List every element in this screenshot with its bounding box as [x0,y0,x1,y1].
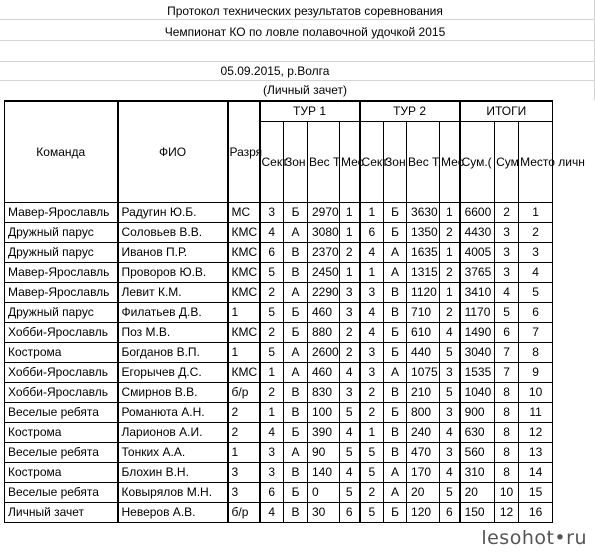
sum-weight-cell: 4005 [460,243,495,263]
rank-cell: б/р [228,503,260,523]
table-row [5,343,553,363]
table-row [5,383,553,403]
zone1-cell: А [284,283,308,303]
personal-place-cell: 1 [519,203,553,223]
place1-cell: 3 [340,283,360,303]
rank-cell: 2 [228,403,260,423]
personal-place-cell: 9 [519,363,553,383]
sum-places-cell: 5 [495,303,519,323]
name-cell: Проворов Ю.В. [118,263,228,283]
col-sum-places: Сум [495,122,519,203]
place1-cell: 3 [340,383,360,403]
table-row [5,443,553,463]
rank-cell: КМС [228,283,260,303]
place1-cell: 2 [340,323,360,343]
sum-weight-cell: 20 [460,483,495,503]
name-cell: Неверов А.В. [118,503,228,523]
sum-weight-cell: 560 [460,443,495,463]
place2-cell: 3 [440,403,460,423]
sector2-cell: 4 [360,303,384,323]
sector1-cell: 3 [260,443,284,463]
sector2-cell: 3 [360,283,384,303]
team-cell: Личный зачет [5,503,118,523]
sector1-cell: 4 [260,223,284,243]
sector1-cell: 5 [260,343,284,363]
weight1-cell: 2450 [308,263,340,283]
zone1-cell: Б [284,423,308,443]
zone2-cell: В [384,283,407,303]
zone1-cell: Б [284,323,308,343]
sum-places-cell: 2 [495,203,519,223]
table-row [5,303,553,323]
sum-places-cell: 6 [495,323,519,343]
zone2-cell: А [384,463,407,483]
weight1-cell: 2600 [308,343,340,363]
zone1-cell: А [284,223,308,243]
rank-cell: 1 [228,303,260,323]
personal-place-cell: 10 [519,383,553,403]
name-cell: Ларионов А.И. [118,423,228,443]
personal-place-cell: 13 [519,443,553,463]
table-row [5,403,553,423]
weight1-cell: 460 [308,303,340,323]
sector1-cell: 4 [260,503,284,523]
place1-cell: 1 [340,223,360,243]
place2-cell: 4 [440,423,460,443]
sum-weight-cell: 3765 [460,263,495,283]
personal-place-cell: 7 [519,323,553,343]
personal-place-cell: 5 [519,283,553,303]
sum-places-cell: 3 [495,243,519,263]
zone2-cell: Б [384,223,407,243]
zone1-cell: В [284,503,308,523]
sector2-cell: 2 [360,483,384,503]
name-cell: Радугин Ю.Б. [118,203,228,223]
sum-places-cell: 10 [495,483,519,503]
personal-place-cell: 2 [519,223,553,243]
weight1-cell: 0 [308,483,340,503]
weight1-cell: 830 [308,383,340,403]
place2-cell: 3 [440,363,460,383]
weight2-cell: 1120 [407,283,440,303]
table-row [5,463,553,483]
place1-cell: 3 [340,303,360,323]
sector1-cell: 5 [260,263,284,283]
weight2-cell: 20 [407,483,440,503]
sum-weight-cell: 3410 [460,283,495,303]
name-cell: Смирнов В.В. [118,383,228,403]
name-cell: Иванов П.Р. [118,243,228,263]
name-cell: Романюта А.Н. [118,403,228,423]
sector2-cell: 1 [360,203,384,223]
weight2-cell: 710 [407,303,440,323]
team-cell: Дружный парус [5,303,118,323]
weight2-cell: 470 [407,443,440,463]
sum-weight-cell: 4430 [460,223,495,243]
table-row [5,243,553,263]
place1-cell: 2 [340,343,360,363]
sector1-cell: 2 [260,283,284,303]
sector2-cell: 4 [360,243,384,263]
sector1-cell: 6 [260,483,284,503]
personal-place-cell: 8 [519,343,553,363]
sector1-cell: 5 [260,303,284,323]
team-cell: Кострома [5,343,118,363]
weight1-cell: 2290 [308,283,340,303]
sector1-cell: 4 [260,423,284,443]
sector2-cell: 2 [360,383,384,403]
sector2-cell: 6 [360,223,384,243]
zone2-cell: Б [384,323,407,343]
place2-cell: 1 [440,203,460,223]
sector1-cell: 2 [260,383,284,403]
personal-place-cell: 4 [519,263,553,283]
place2-cell: 4 [440,323,460,343]
rank-cell: 2 [228,423,260,443]
sum-weight-cell: 900 [460,403,495,423]
col-sector-1: Сект [260,122,284,203]
rank-cell: КМС [228,223,260,243]
table-row [5,323,553,343]
sector2-cell: 5 [360,503,384,523]
weight2-cell: 120 [407,503,440,523]
personal-place-cell: 12 [519,423,553,443]
sector2-cell: 5 [360,443,384,463]
team-cell: Веселые ребята [5,403,118,423]
weight2-cell: 1635 [407,243,440,263]
zone1-cell: В [284,383,308,403]
sector2-cell: 4 [360,323,384,343]
sum-places-cell: 8 [495,423,519,443]
name-cell: Тонких А.А. [118,443,228,463]
place2-cell: 1 [440,283,460,303]
weight2-cell: 170 [407,463,440,483]
table-row [5,483,553,503]
place2-cell: 6 [440,503,460,523]
name-cell: Егорычев Д.С. [118,363,228,383]
place1-cell: 1 [340,203,360,223]
zone1-cell: Б [284,303,308,323]
place1-cell: 5 [340,443,360,463]
weight2-cell: 610 [407,323,440,343]
sector2-cell: 1 [360,423,384,443]
col-tour2: ТУР 2 [360,101,460,122]
rank-cell: 3 [228,463,260,483]
table-row [5,203,553,223]
sector1-cell: 6 [260,243,284,263]
team-cell: Кострома [5,423,118,443]
personal-place-cell: 3 [519,243,553,263]
personal-place-cell: 11 [519,403,553,423]
personal-place-cell: 14 [519,463,553,483]
personal-place-cell: 15 [519,483,553,503]
team-cell: Мавер-Ярославль [5,203,118,223]
col-sector-2: Сект [360,122,384,203]
team-cell: Веселые ребята [5,483,118,503]
place1-cell: 5 [340,483,360,503]
zone1-cell: В [284,403,308,423]
zone2-cell: В [384,303,407,323]
sum-places-cell: 12 [495,503,519,523]
team-cell: Веселые ребята [5,443,118,463]
col-totals: ИТОГИ [460,101,553,122]
place2-cell: 3 [440,443,460,463]
zone1-cell: Б [284,203,308,223]
protocol-title: Протокол технических результатов соревнования [167,4,443,18]
weight1-cell: 390 [308,423,340,443]
weight2-cell: 800 [407,403,440,423]
zone2-cell: Б [384,403,407,423]
table-row [5,263,553,283]
personal-place-cell: 16 [519,503,553,523]
col-zone-2: Зон [384,122,407,203]
place2-cell: 4 [440,463,460,483]
sector1-cell: 1 [260,403,284,423]
sum-weight-cell: 6600 [460,203,495,223]
zone1-cell: Б [284,483,308,503]
sum-weight-cell: 3040 [460,343,495,363]
sum-weight-cell: 1490 [460,323,495,343]
sum-weight-cell: 1535 [460,363,495,383]
sum-places-cell: 4 [495,283,519,303]
place1-cell: 5 [340,403,360,423]
sector1-cell: 3 [260,463,284,483]
date-location: 05.09.2015, р.Волга [220,64,330,78]
col-personal-place: Место личн [519,122,553,203]
weight1-cell: 100 [308,403,340,423]
weight2-cell: 1350 [407,223,440,243]
weight1-cell: 2370 [308,243,340,263]
col-weight-2: Вес Т [407,122,440,203]
rank-cell: 3 [228,483,260,503]
table-row [5,283,553,303]
table-row [5,363,553,383]
rank-cell: б/р [228,383,260,403]
zone2-cell: А [384,243,407,263]
sum-places-cell: 7 [495,363,519,383]
rank-cell: МС [228,203,260,223]
rank-cell: КМС [228,323,260,343]
sum-weight-cell: 630 [460,423,495,443]
weight1-cell: 30 [308,503,340,523]
rank-cell: КМС [228,263,260,283]
col-sum-weight: Сум.( [460,122,495,203]
place1-cell: 6 [340,503,360,523]
sector1-cell: 2 [260,323,284,343]
place1-cell: 1 [340,263,360,283]
weight2-cell: 240 [407,423,440,443]
name-cell: Ковырялов М.Н. [118,483,228,503]
name-cell: Блохин В.Н. [118,463,228,483]
col-rank: Разря [228,101,260,203]
place1-cell: 4 [340,463,360,483]
personal-place-cell: 6 [519,303,553,323]
sector1-cell: 3 [260,203,284,223]
sum-places-cell: 3 [495,263,519,283]
name-cell: Богданов В.П. [118,343,228,363]
place2-cell: 5 [440,383,460,403]
col-weight-1: Вес Т [308,122,340,203]
place1-cell: 4 [340,363,360,383]
weight2-cell: 210 [407,383,440,403]
sum-weight-cell: 1170 [460,303,495,323]
weight2-cell: 3630 [407,203,440,223]
zone1-cell: А [284,443,308,463]
zone2-cell: А [384,363,407,383]
zone2-cell: А [384,263,407,283]
zone2-cell: А [384,483,407,503]
sector2-cell: 1 [360,263,384,283]
weight2-cell: 1315 [407,263,440,283]
sum-weight-cell: 1040 [460,383,495,403]
sum-places-cell: 7 [495,343,519,363]
place2-cell: 5 [440,343,460,363]
team-cell: Хобби-Ярославль [5,383,118,403]
zone1-cell: А [284,363,308,383]
zone2-cell: Б [384,343,407,363]
col-name: ФИО [118,101,228,203]
sector2-cell: 5 [360,463,384,483]
place1-cell: 2 [340,243,360,263]
zone1-cell: В [284,263,308,283]
zone2-cell: В [384,423,407,443]
sum-places-cell: 8 [495,443,519,463]
weight2-cell: 1075 [407,363,440,383]
table-row [5,423,553,443]
team-cell: Хобби-Ярославль [5,363,118,383]
sum-places-cell: 8 [495,463,519,483]
sum-places-cell: 8 [495,403,519,423]
championship-title: Чемпионат КО по ловле полавочной удочкой 2015 [164,25,446,39]
zone1-cell: В [284,463,308,483]
team-cell: Хобби-Ярославль [5,323,118,343]
weight1-cell: 90 [308,443,340,463]
team-cell: Мавер-Ярославль [5,263,118,283]
place2-cell: 2 [440,303,460,323]
weight1-cell: 460 [308,363,340,383]
team-cell: Дружный парус [5,223,118,243]
sum-places-cell: 3 [495,223,519,243]
zone1-cell: А [284,343,308,363]
zone2-cell: В [384,443,407,463]
sector2-cell: 2 [360,403,384,423]
name-cell: Соловьев В.В. [118,223,228,243]
zone2-cell: В [384,383,407,403]
col-zone-1: Зон [284,122,308,203]
standings-type: (Личный зачет) [262,83,348,97]
sum-places-cell: 8 [495,383,519,403]
col-place-1: Мес [340,122,360,203]
weight1-cell: 880 [308,323,340,343]
zone1-cell: В [284,243,308,263]
name-cell: Филатьев Д.В. [118,303,228,323]
col-place-2: Мес [440,122,460,203]
team-cell: Мавер-Ярославль [5,283,118,303]
team-cell: Дружный парус [5,243,118,263]
place2-cell: 2 [440,263,460,283]
results-table [4,100,585,523]
weight1-cell: 140 [308,463,340,483]
rank-cell: КМС [228,243,260,263]
place1-cell: 4 [340,423,360,443]
name-cell: Левит К.М. [118,283,228,303]
rank-cell: КМС [228,363,260,383]
col-team: Команда [5,101,118,203]
place2-cell: 2 [440,223,460,243]
zone2-cell: Б [384,203,407,223]
sector2-cell: 3 [360,343,384,363]
table-row [5,223,553,243]
sector2-cell: 3 [360,363,384,383]
weight1-cell: 2970 [308,203,340,223]
name-cell: Поз М.В. [118,323,228,343]
sum-weight-cell: 150 [460,503,495,523]
place2-cell: 5 [440,483,460,503]
rank-cell: 1 [228,443,260,463]
header-row-top [5,101,553,122]
weight2-cell: 440 [407,343,440,363]
sector1-cell: 1 [260,363,284,383]
col-tour1: ТУР 1 [260,101,360,122]
sum-weight-cell: 310 [460,463,495,483]
zone2-cell: Б [384,503,407,523]
watermark: lesohot•ru [481,527,587,549]
rank-cell: 1 [228,343,260,363]
table-row [5,503,553,523]
place2-cell: 1 [440,243,460,263]
weight1-cell: 3080 [308,223,340,243]
team-cell: Кострома [5,463,118,483]
